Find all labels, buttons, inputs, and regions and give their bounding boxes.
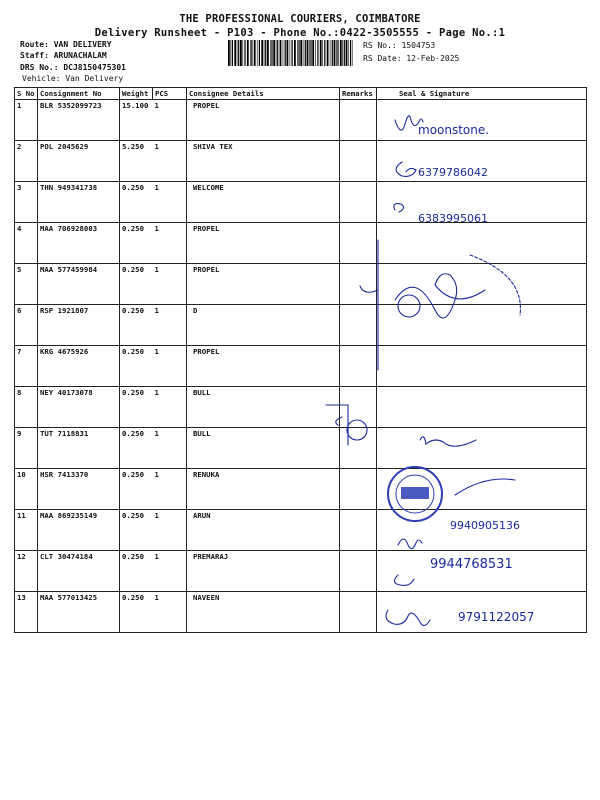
rs-date: RS Date: 12-Feb-2025: [363, 54, 460, 63]
pcs-cell: 1: [153, 182, 187, 223]
pcs-cell: 1: [153, 264, 187, 305]
remarks-cell: [340, 305, 377, 346]
consignee-cell: WELCOME: [187, 182, 340, 223]
sno-cell: 4: [15, 223, 38, 264]
pcs-cell: 1: [153, 510, 187, 551]
sno-cell: 7: [15, 346, 38, 387]
remarks-cell: [340, 141, 377, 182]
consignee-cell: D: [187, 305, 340, 346]
signature-cell: [377, 100, 587, 141]
company-title: THE PROFESSIONAL COURIERS, COIMBATORE: [179, 13, 421, 25]
sno-cell: 1: [15, 100, 38, 141]
signature-cell: [377, 551, 587, 592]
pcs-cell: 1: [153, 592, 187, 633]
consignee-cell: BULL: [187, 428, 340, 469]
consignment-cell: CLT 30474184: [38, 551, 120, 592]
table-row: [15, 551, 587, 592]
sno-cell: 3: [15, 182, 38, 223]
col-weight: Weight: [120, 88, 153, 100]
signature-cell: [377, 387, 587, 428]
sno-cell: 6: [15, 305, 38, 346]
remarks-cell: [340, 469, 377, 510]
table-row: [15, 428, 587, 469]
weight-cell: 0.250: [120, 551, 153, 592]
hw-row-1: moonstone.: [418, 123, 490, 137]
table-row: [15, 469, 587, 510]
consignment-cell: MAA 869235149: [38, 510, 120, 551]
staff-line: [20, 51, 107, 61]
sno-cell: 8: [15, 387, 38, 428]
col-consignee: Consignee Details: [187, 88, 340, 100]
signature-cell: [377, 346, 587, 387]
sno-cell: 2: [15, 141, 38, 182]
weight-cell: 0.250: [120, 387, 153, 428]
signature-cell: [377, 141, 587, 182]
weight-cell: 0.250: [120, 469, 153, 510]
consignment-cell: NEY 40173078: [38, 387, 120, 428]
col-remarks: Remarks: [340, 88, 377, 100]
consignment-cell: TUT 7118831: [38, 428, 120, 469]
consignee-cell: ARUN: [187, 510, 340, 551]
pcs-cell: 1: [153, 100, 187, 141]
signature-cell: [377, 223, 587, 264]
weight-cell: 0.250: [120, 264, 153, 305]
signature-cell: [377, 182, 587, 223]
signature-cell: [377, 592, 587, 633]
consignee-cell: RENUKA: [187, 469, 340, 510]
signature-cell: [377, 428, 587, 469]
consignee-cell: PREMARAJ: [187, 551, 340, 592]
route-text: Route: VAN DELIVERY: [20, 40, 112, 49]
col-sno: S No: [15, 88, 38, 100]
consignment-cell: POL 2045629: [38, 141, 120, 182]
remarks-cell: [340, 223, 377, 264]
consignment-cell: BLR 5352099723: [38, 100, 120, 141]
table-row: [15, 100, 587, 141]
runsheet-subtitle: Delivery Runsheet - P103 - Phone No.:0422-3505555 - Page No.:1: [94, 27, 506, 39]
weight-cell: 5.250: [120, 141, 153, 182]
vehicle-text: Vehicle: Van Delivery: [22, 74, 124, 83]
consignee-cell: SHIVA TEX: [187, 141, 340, 182]
consignment-cell: HSR 7413370: [38, 469, 120, 510]
remarks-cell: [340, 346, 377, 387]
col-pcs: PCS: [153, 88, 187, 100]
remarks-cell: [340, 592, 377, 633]
weight-cell: 0.250: [120, 305, 153, 346]
staff-label: Staff:: [20, 51, 49, 60]
weight-cell: 0.250: [120, 182, 153, 223]
sno-cell: 13: [15, 592, 38, 633]
pcs-cell: 1: [153, 469, 187, 510]
table-row: [15, 182, 587, 223]
sno-cell: 5: [15, 264, 38, 305]
remarks-cell: [340, 387, 377, 428]
rs-number: RS No.: 1504753: [363, 41, 436, 50]
signature-cell: [377, 510, 587, 551]
remarks-cell: [340, 428, 377, 469]
signature-cell: [377, 264, 587, 305]
consignment-cell: KRG 4675926: [38, 346, 120, 387]
table-row: [15, 592, 587, 633]
table-row: [15, 346, 587, 387]
hw-row-12: 9944768531: [430, 557, 513, 572]
consignment-cell: MAA 706928003: [38, 223, 120, 264]
table-row: [15, 510, 587, 551]
pcs-cell: 1: [153, 387, 187, 428]
table-header-row: [15, 88, 587, 100]
consignee-cell: BULL: [187, 387, 340, 428]
remarks-cell: [340, 182, 377, 223]
sno-cell: 9: [15, 428, 38, 469]
remarks-cell: [340, 551, 377, 592]
table-row: [15, 223, 587, 264]
consignment-cell: MAA 577013425: [38, 592, 120, 633]
sno-cell: 11: [15, 510, 38, 551]
signature-cell: [377, 305, 587, 346]
table-row: [15, 387, 587, 428]
pcs-cell: 1: [153, 346, 187, 387]
consignee-cell: PROPEL: [187, 223, 340, 264]
staff-name: ARUNACHALAM: [53, 51, 107, 60]
weight-cell: 15.100: [120, 100, 153, 141]
hw-row-2: 6379786042: [418, 166, 488, 179]
pcs-cell: 1: [153, 428, 187, 469]
col-consignment: Consignment No: [38, 88, 120, 100]
weight-cell: 0.250: [120, 510, 153, 551]
signature-cell: [377, 469, 587, 510]
consignment-cell: THN 949341738: [38, 182, 120, 223]
weight-cell: 0.250: [120, 223, 153, 264]
weight-cell: 0.250: [120, 592, 153, 633]
hw-row-3: 6383995061: [418, 212, 488, 225]
col-signature: Seal & Signature: [377, 88, 587, 100]
runsheet-table: [14, 87, 587, 633]
drs-number: DRS No.: DCJ8150475301: [20, 63, 126, 72]
table-row: [15, 141, 587, 182]
remarks-cell: [340, 100, 377, 141]
pcs-cell: 1: [153, 305, 187, 346]
weight-cell: 0.250: [120, 346, 153, 387]
hw-row-13: 9791122057: [458, 610, 535, 624]
weight-cell: 0.250: [120, 428, 153, 469]
barcode-image: [228, 40, 353, 66]
consignment-cell: RSP 1921807: [38, 305, 120, 346]
remarks-cell: [340, 264, 377, 305]
remarks-cell: [340, 510, 377, 551]
pcs-cell: 1: [153, 141, 187, 182]
table-row: [15, 305, 587, 346]
consignee-cell: PROPEL: [187, 100, 340, 141]
sno-cell: 12: [15, 551, 38, 592]
table-row: [15, 264, 587, 305]
pcs-cell: 1: [153, 551, 187, 592]
consignment-cell: MAA 577459984: [38, 264, 120, 305]
hw-row-11: 9940905136: [450, 519, 520, 532]
consignee-cell: PROPEL: [187, 264, 340, 305]
consignee-cell: NAVEEN: [187, 592, 340, 633]
consignee-cell: PROPEL: [187, 346, 340, 387]
sno-cell: 10: [15, 469, 38, 510]
pcs-cell: 1: [153, 223, 187, 264]
